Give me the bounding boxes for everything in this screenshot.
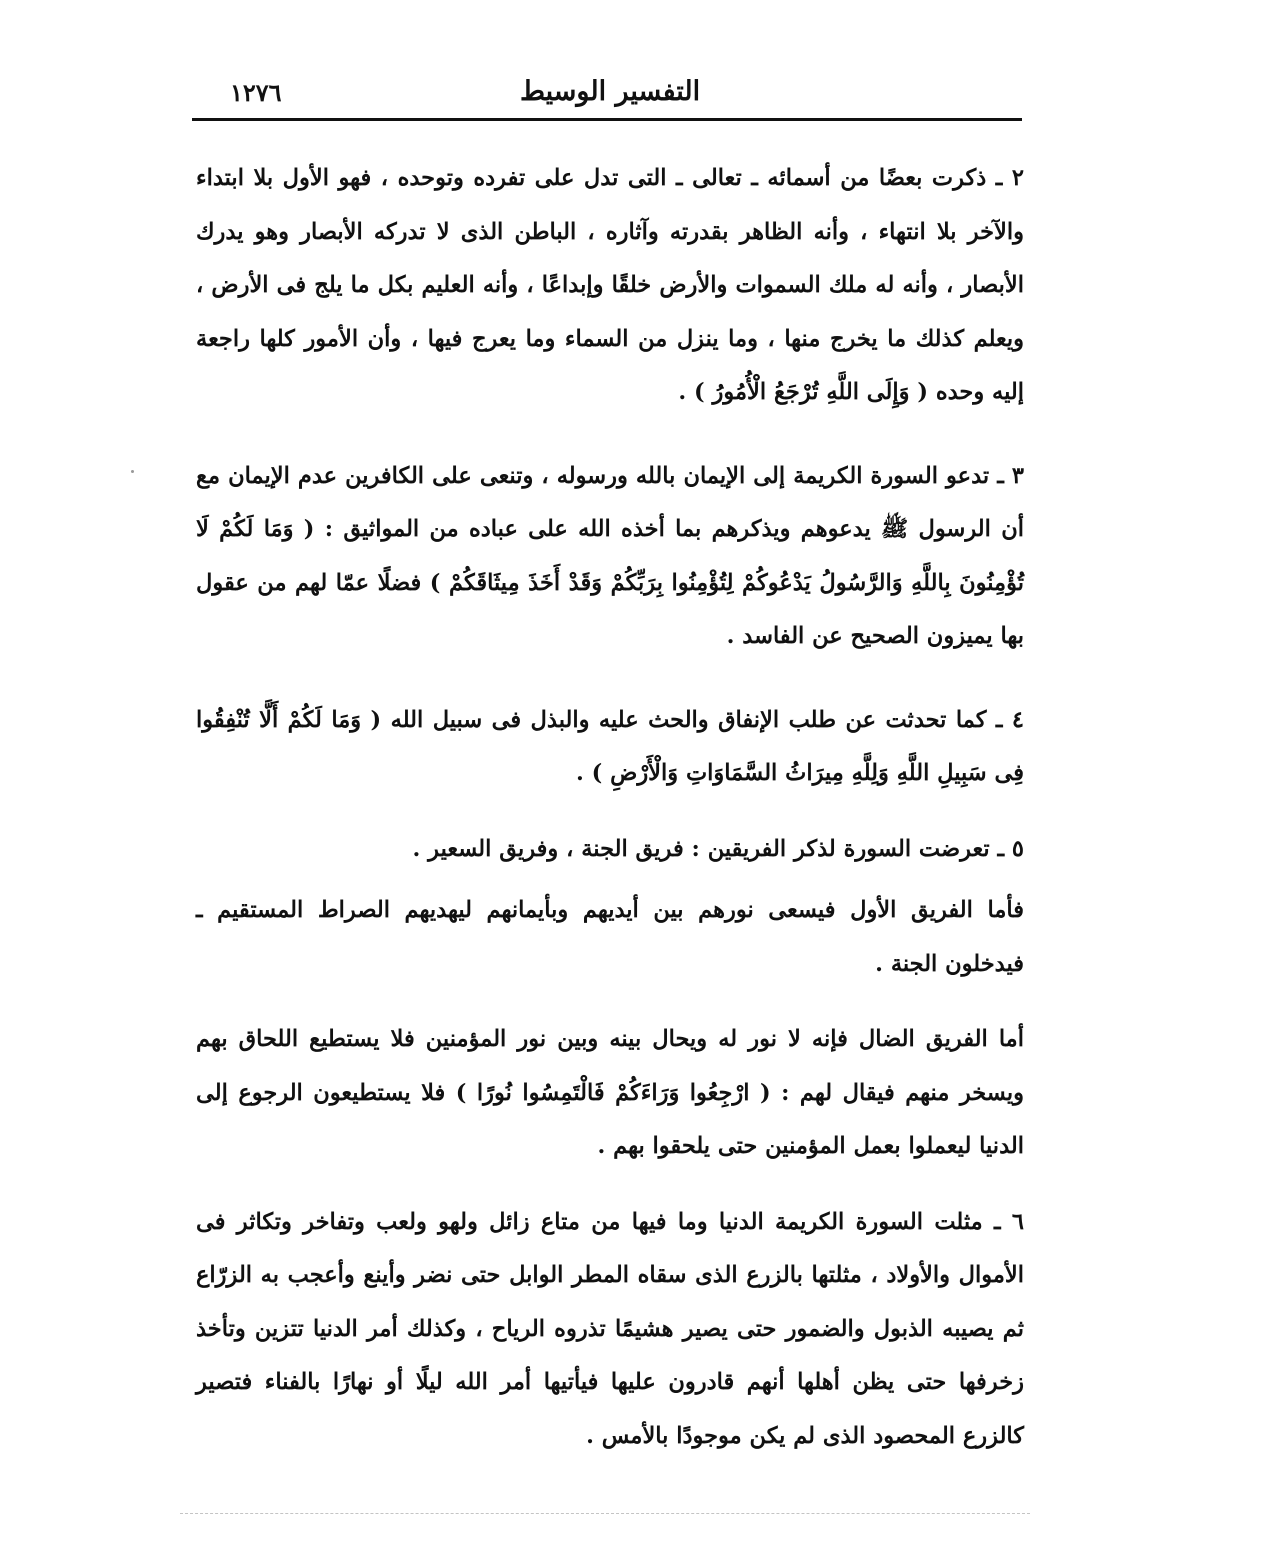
header-rule xyxy=(192,118,1022,121)
bottom-dashed-rule xyxy=(180,1513,1030,1514)
running-title: التفسير الوسيط xyxy=(520,76,701,107)
paragraph-2-names-of-god: ٢ ـ ذكرت بعضًا من أسمائه ـ تعالى ـ التى تدل على تفرده وتوحده ، فهو الأول بلا ابتداء والآخر بلا انتهاء ، وأنه الظاهر بقدرته وآثاره ، الباطن الذى لا تدركه الأبصار وهو يدرك الأبصار ، وأنه له ملك السموات والأرض خلقًا وإبداعًا ، وأنه العليم بكل ما يلج فى الأرض ، ويعلم كذلك ما يخرج منها ، وما ينزل من السماء وما يعرج فيها ، وأن الأمور كلها راجعة إليه وحده ( وَإِلَى اللَّهِ تُرْجَعُ الْأُمُورُ ) . xyxy=(196,165,1024,405)
paragraph-5-two-groups: ٥ ـ تعرضت السورة لذكر الفريقين : فريق الجنة ، وفريق السعير . xyxy=(412,835,1024,862)
scan-speck xyxy=(131,470,134,473)
paragraph-6-worldly-life: ٦ ـ مثلت السورة الكريمة الدنيا وما فيها من متاع زائل ولهو ولعب وتفاخر وتكاثر فى الأموال والأولاد ، مثلتها بالزرع الذى سقاه المطر الوابل حتى نضر وأينع وأعجب به الزرّاع ثم يصيبه الذبول والضمور حتى يصير هشيمًا تذروه الرياح ، وكذلك أمر الدنيا تتزين وتأخذ زخرفها حتى يظن أهلها أنهم قادرون عليها فيأتيها أمر الله ليلًا أو نهارًا بالفناء فتصير كالزرع المحصود الذى لم يكن موجودًا بالأمس . xyxy=(196,1208,1024,1449)
page-header xyxy=(190,72,1020,116)
page-body xyxy=(196,152,1024,1463)
paragraph-3-call-to-faith: ٣ ـ تدعو السورة الكريمة إلى الإيمان بالله ورسوله ، وتنعى على الكافرين عدم الإيمان مع أن الرسول ﷺ يدعوهم ويذكرهم بما أخذه الله على عباده من المواثيق : ( وَمَا لَكُمْ لَا تُؤْمِنُونَ بِاللَّهِ وَالرَّسُولُ يَدْعُوكُمْ لِتُؤْمِنُوا بِرَبِّكُمْ وَقَدْ أَخَذَ مِيثَاقَكُمْ ) فضلًا عمّا لهم من عقول بها يميزون الصحيح عن الفاسد . xyxy=(196,462,1024,649)
paragraph-4-spending: ٤ ـ كما تحدثت عن طلب الإنفاق والحث عليه والبذل فى سبيل الله ( وَمَا لَكُمْ أَلَّا تُنْفِقُوا فِى سَبِيلِ اللَّهِ وَلِلَّهِ مِيرَاثُ السَّمَاوَاتِ وَالْأَرْضِ ) . xyxy=(196,706,1024,786)
paragraph-first-group: فأما الفريق الأول فيسعى نورهم بين أيديهم وبأيمانهم ليهديهم الصراط المستقيم ـ فيدخلون الجنة . xyxy=(196,897,1024,977)
page-number: ١٢٧٦ xyxy=(230,78,282,107)
paragraph-astray-group: أما الفريق الضال فإنه لا نور له ويحال بينه وبين نور المؤمنين فلا يستطيع اللحاق بهم ويسخر منهم فيقال لهم : ( ارْجِعُوا وَرَاءَكُمْ فَالْتَمِسُوا نُورًا ) فلا يستطيعون الرجوع إلى الدنيا ليعملوا بعمل المؤمنين حتى يلحقوا بهم . xyxy=(196,1026,1024,1159)
